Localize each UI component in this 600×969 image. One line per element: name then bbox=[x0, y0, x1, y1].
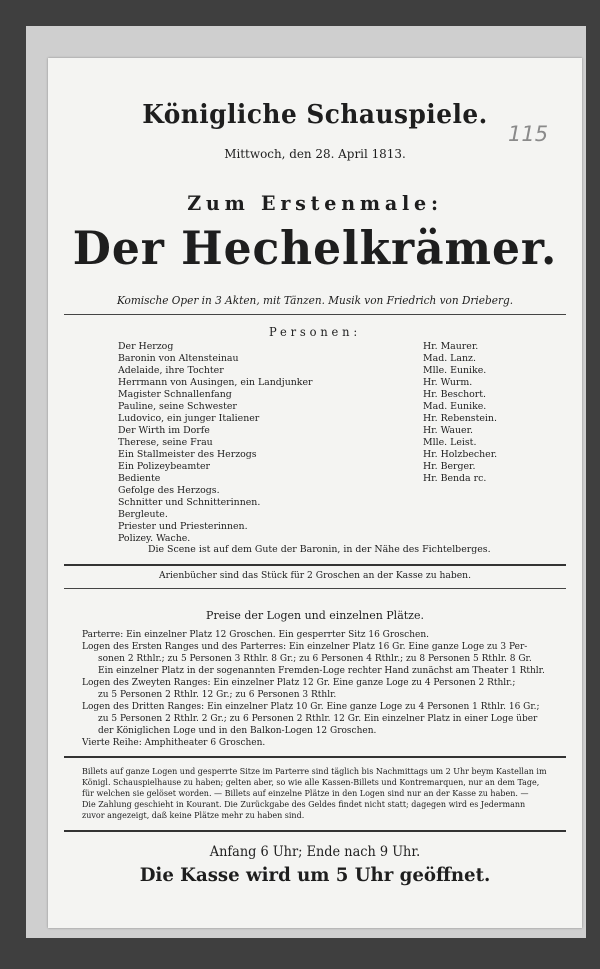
price-line: Ein einzelner Platz in der sogenannten Fremden-Loge rechter Hand zunächst am Theater 1 Rthlr. bbox=[98, 666, 545, 676]
box-office-note: Die Kasse wird um 5 Uhr geöffnet. bbox=[139, 864, 491, 886]
cast-role: Pauline, seine Schwester bbox=[118, 401, 237, 412]
handwritten-number: 115 bbox=[508, 122, 549, 146]
ticket-note-line: für welchen sie gelöset worden. — Billets auf einzelne Plätze in den Logen sind nur an der Kasse zu haben. — bbox=[82, 789, 529, 798]
theatre-name: Königliche Schauspiele. bbox=[142, 100, 488, 130]
price-line: Parterre: Ein einzelner Platz 12 Groschen. Ein gesperrter Sitz 16 Groschen. bbox=[82, 630, 430, 640]
price-line: zu 5 Personen 2 Rthlr. 12 Gr.; zu 6 Personen 3 Rthlr. bbox=[98, 690, 337, 700]
cast-role: Schnitter und Schnitterinnen. bbox=[118, 497, 261, 508]
price-line: der Königlichen Loge und in den Balkon-Logen 12 Groschen. bbox=[98, 726, 377, 736]
cast-actor: Hr. Berger. bbox=[423, 461, 476, 472]
cast-role: Baronin von Altensteinau bbox=[118, 353, 239, 364]
divider bbox=[64, 564, 566, 566]
cast-actor: Mlle. Eunike. bbox=[423, 365, 487, 376]
divider bbox=[64, 588, 566, 589]
cast-role: Priester und Priesterinnen. bbox=[118, 521, 248, 532]
price-line: zu 5 Personen 2 Rthlr. 2 Gr.; zu 6 Personen 2 Rthlr. 12 Gr. Ein einzelner Platz in einer Loge über bbox=[98, 714, 538, 724]
cast-heading: Personen: bbox=[268, 325, 362, 339]
divider bbox=[64, 314, 566, 315]
price-line: sonen 2 Rthlr.; zu 5 Personen 3 Rthlr. 8 Gr.; zu 6 Personen 4 Rthlr.; zu 8 Personen 5 Rthlr. 8 Gr. bbox=[98, 654, 532, 664]
cast-actor: Mlle. Leist. bbox=[423, 437, 477, 448]
play-title: Der Hechelkrämer. bbox=[72, 221, 558, 275]
ticket-note-line: Billets auf ganze Logen und gesperrte Sitze im Parterre sind täglich bis Nachmittags um 2 Uhr beym Kastellan im bbox=[82, 767, 547, 776]
cast-role: Herrmann von Ausingen, ein Landjunker bbox=[118, 377, 313, 388]
price-line: Logen des Dritten Ranges: Ein einzelner Platz 10 Gr. Eine ganze Loge zu 4 Personen 1 Rthlr. 16 Gr.; bbox=[82, 702, 540, 712]
cast-role: Polizey. Wache. bbox=[118, 533, 191, 544]
cast-actor: Hr. Holzbecher. bbox=[423, 449, 498, 460]
cast-actor: Hr. Wurm. bbox=[423, 377, 473, 388]
ticket-note-line: Königl. Schauspielhause zu haben; gelten aber, so wie alle Kassen-Billets und Kontremarquen, nur an dem Tage, bbox=[82, 778, 540, 787]
price-line: Vierte Reihe: Amphitheater 6 Groschen. bbox=[82, 738, 266, 748]
cast-actor: Hr. Wauer. bbox=[423, 425, 474, 436]
cast-actor: Hr. Beschort. bbox=[423, 389, 486, 400]
arias-note: Arienbücher sind das Stück für 2 Groschen an der Kasse zu haben. bbox=[159, 570, 471, 581]
cast-role: Gefolge des Herzogs. bbox=[118, 485, 220, 496]
divider bbox=[64, 830, 566, 832]
cast-role: Ludovico, ein junger Italiener bbox=[118, 413, 260, 424]
premiere-label: Zum Erstenmale: bbox=[187, 191, 443, 215]
cast-role: Der Herzog bbox=[118, 341, 174, 352]
cast-actor: Mad. Lanz. bbox=[423, 353, 476, 364]
cast-role: Bergleute. bbox=[118, 509, 168, 520]
prices-heading: Preise der Logen und einzelnen Plätze. bbox=[206, 608, 424, 622]
cast-actor: Hr. Maurer. bbox=[423, 341, 479, 352]
cast-actor: Hr. Benda rc. bbox=[423, 473, 487, 484]
play-subtitle: Komische Oper in 3 Akten, mit Tänzen. Musik von Friedrich von Drieberg. bbox=[116, 294, 514, 307]
cast-actor: Hr. Rebenstein. bbox=[423, 413, 497, 424]
divider bbox=[64, 756, 566, 758]
ticket-note-line: zuvor angezeigt, daß keine Plätze mehr zu haben sind. bbox=[82, 811, 305, 820]
cast-role: Therese, seine Frau bbox=[118, 437, 213, 448]
scene-note: Die Scene ist auf dem Gute der Baronin, in der Nähe des Fichtelberges. bbox=[148, 544, 491, 555]
cast-role: Ein Polizeybeamter bbox=[118, 461, 211, 472]
playbill-sheet bbox=[48, 58, 582, 928]
ticket-note-line: Die Zahlung geschieht in Kourant. Die Zurückgabe des Geldes findet nicht statt; dagegen wird es Jedermann bbox=[82, 800, 526, 809]
price-line: Logen des Zweyten Ranges: Ein einzelner Platz 12 Gr. Eine ganze Loge zu 4 Personen 2 Rthlr.; bbox=[82, 678, 516, 688]
cast-role: Adelaide, ihre Tochter bbox=[118, 365, 224, 376]
cast-role: Ein Stallmeister des Herzogs bbox=[118, 449, 257, 460]
cast-actor: Mad. Eunike. bbox=[423, 401, 487, 412]
performance-times: Anfang 6 Uhr; Ende nach 9 Uhr. bbox=[209, 844, 421, 860]
cast-role: Der Wirth im Dorfe bbox=[118, 425, 210, 436]
cast-role: Magister Schnallenfang bbox=[118, 389, 232, 400]
performance-date: Mittwoch, den 28. April 1813. bbox=[224, 146, 406, 161]
cast-role: Bediente bbox=[118, 473, 161, 484]
price-line: Logen des Ersten Ranges und des Parterres: Ein einzelner Platz 16 Gr. Eine ganze Loge zu 3 Per- bbox=[82, 642, 528, 652]
